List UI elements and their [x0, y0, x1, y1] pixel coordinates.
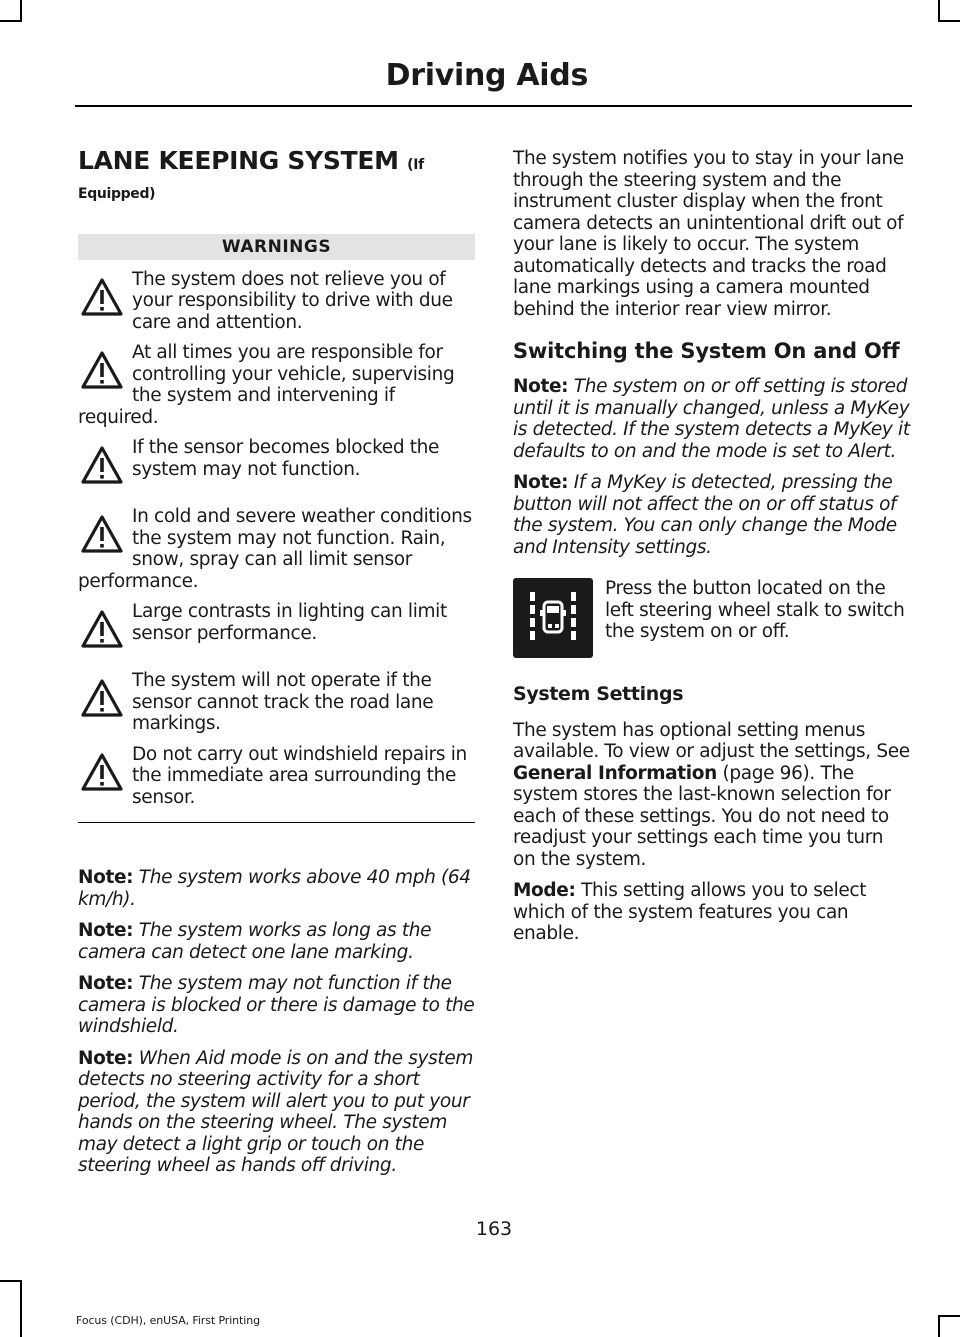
- warning-triangle-icon: [78, 670, 132, 730]
- warning-triangle-icon: [78, 601, 132, 661]
- warning-item: [78, 601, 475, 661]
- switch-section-title: Switching the System On and Off: [513, 339, 900, 363]
- edition-footer: Focus (CDH), enUSA, First Printing: [76, 1314, 260, 1327]
- crop-mark-top-left-h: [0, 20, 22, 22]
- note: Note: The system works above 40 mph (64 km/h).: [78, 867, 471, 910]
- lane-keeping-button-icon: [513, 578, 593, 658]
- warning-text: At all times you are responsible for controlling your vehicle, supervising the system and intervening if required.: [78, 342, 455, 428]
- section-title: LANE KEEPING SYSTEM (If: [78, 146, 424, 175]
- warning-item: [78, 506, 475, 592]
- note: Note: The system may not function if the camera is blocked or there is damage to the windshield.: [78, 973, 475, 1037]
- warning-text: Large contrasts in lighting can limit sensor performance.: [132, 601, 447, 644]
- page-number: 163: [475, 1218, 513, 1240]
- warning-text: Do not carry out windshield repairs in the immediate area surrounding the sensor.: [132, 743, 467, 808]
- crop-mark-bottom-left-h: [0, 1280, 22, 1282]
- settings-paragraph: The system has optional setting menus available. To view or adjust the settings, See General Information (page 96). The system stores the last-known selection for each of these settings. You do not need to readjust your settings each time you turn on the system.: [513, 719, 910, 870]
- note: Note: The system on or off setting is stored until it is manually changed, unless a MyKey is detected. If the system detects a MyKey it defaults to on and the mode is set to Alert.: [513, 376, 910, 462]
- warning-triangle-icon: [78, 744, 132, 804]
- warning-item: [78, 670, 475, 735]
- warnings-end-rule: [78, 822, 475, 823]
- equipped-label: Equipped): [78, 186, 156, 202]
- crop-mark-top-left: [20, 0, 22, 22]
- crop-mark-bottom-right: [938, 1315, 940, 1337]
- warning-item: [78, 744, 475, 809]
- crop-mark-top-right: [938, 0, 940, 22]
- warning-item: [78, 437, 475, 497]
- warning-triangle-icon: [78, 437, 132, 497]
- warning-triangle-icon: [78, 342, 132, 402]
- warnings-box: [78, 234, 475, 824]
- warning-triangle-icon: [78, 506, 132, 566]
- crop-mark-bottom-left: [20, 1280, 22, 1337]
- note: Note: The system works as long as the camera can detect one lane marking.: [78, 920, 432, 963]
- warning-text: The system will not operate if the sensor cannot track the road lane markings.: [132, 670, 434, 734]
- general-information-link[interactable]: General Information: [513, 762, 717, 784]
- page-header-title: Driving Aids: [385, 58, 588, 93]
- crop-mark-bottom-right-h: [938, 1315, 960, 1317]
- right-column: [513, 140, 910, 945]
- settings-section-title: System Settings: [513, 683, 684, 705]
- warning-text: In cold and severe weather conditions the system may not function. Rain, snow, spray can all limit sensor performance.: [78, 506, 472, 592]
- intro-paragraph: The system notifies you to stay in your lane through the steering system and the instrument cluster display when the front camera detects an unintentional drift out of your lane is likely to occur. The system automatically detects and tracks the road lane markings using a camera mounted behind the interior rear view mirror.: [513, 148, 904, 320]
- warning-text: The system does not relieve you of your responsibility to drive with due care and attention.: [132, 268, 453, 333]
- warnings-heading: WARNINGS: [78, 234, 475, 260]
- button-instruction-text: Press the button located on the left steering wheel stalk to switch the system on or off.: [605, 578, 905, 642]
- note: Note: When Aid mode is on and the system detects no steering activity for a short period, the system will alert you to put your hands on the steering wheel. The system may detect a light grip or touch on the steering wheel as hands off driving.: [78, 1047, 474, 1176]
- mode-paragraph: Mode: This setting allows you to select which of the system features you can enable.: [513, 880, 867, 944]
- button-instruction: [513, 578, 910, 658]
- left-column: [78, 140, 475, 1177]
- warning-item: [78, 342, 475, 428]
- header-rule: [75, 105, 912, 107]
- note: Note: If a MyKey is detected, pressing the button will not affect the on or off status of the system. You can only change the Mode and Intensity settings.: [513, 472, 897, 558]
- warning-item: [78, 269, 475, 334]
- crop-mark-top-right-h: [938, 20, 960, 22]
- warning-text: If the sensor becomes blocked the system may not function.: [132, 437, 440, 480]
- warning-triangle-icon: [78, 269, 132, 329]
